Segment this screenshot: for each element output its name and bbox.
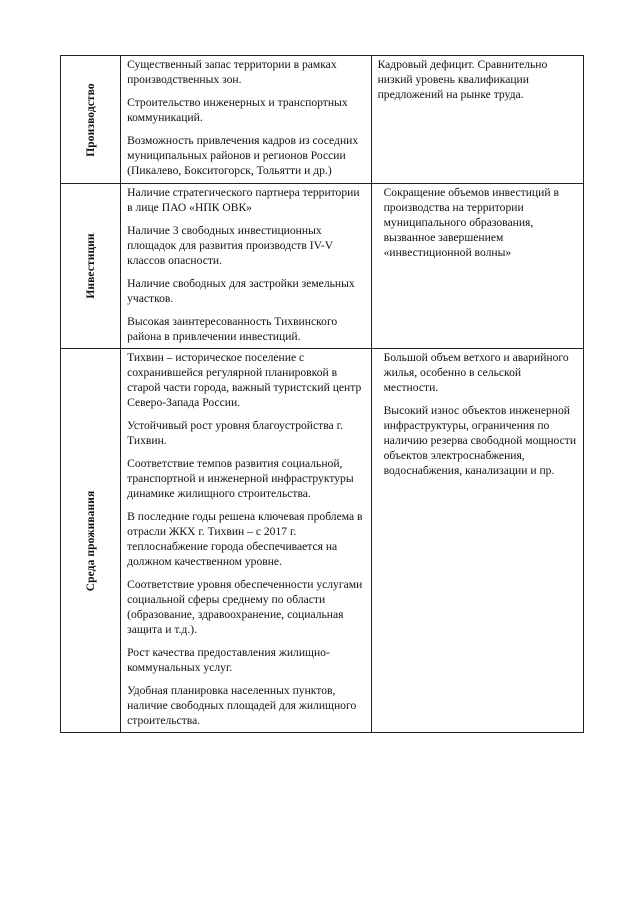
strength-item: Удобная планировка населенных пунктов, наличие свободных площадей для жилищного строительства.	[127, 684, 357, 727]
category-label: Среда проживания	[84, 490, 97, 591]
weakness-item: Большой объем ветхого и аварийного жилья, особенно в сельской местности.	[383, 351, 569, 394]
strength-item: Существенный запас территории в рамках производственных зон.	[127, 58, 337, 86]
strengths-cell-investments	[121, 184, 371, 349]
weaknesses-cell-production	[371, 56, 583, 184]
weakness-item: Высокий износ объектов инженерной инфраструктуры, ограничения по наличию резерва свободной мощности объектов электроснабжения, водоснабжения, канализации и пр.	[383, 404, 577, 477]
weaknesses-cell-investments	[371, 184, 583, 349]
strength-item: Устойчивый рост уровня благоустройства г. Тихвин.	[127, 419, 343, 447]
strength-item: Соответствие уровня обеспеченности услугами социальной сферы среднему по области (образование, здравоохранение, социальная защита и т.д.).	[127, 578, 363, 636]
category-cell-investments	[61, 184, 121, 349]
strength-item: Высокая заинтересованность Тихвинского района в привлечении инвестиций.	[127, 315, 338, 343]
weakness-item: Кадровый дефицит. Сравнительно низкий уровень квалификации предложений на рынке труда.	[377, 58, 548, 101]
strength-item: Наличие свободных для застройки земельных участков.	[127, 277, 355, 305]
category-cell-production	[61, 56, 121, 184]
strengths-cell-living-environment	[121, 349, 371, 733]
category-label: Инвестиции	[84, 233, 97, 299]
strength-item: Строительство инженерных и транспортных коммуникаций.	[127, 96, 348, 124]
category-label: Производство	[84, 82, 97, 157]
strength-item: В последние годы решена ключевая проблема в отрасли ЖКХ г. Тихвин – с 2017 г. теплоснабжение города обеспечивается на должном качественном уровне.	[127, 510, 363, 568]
strength-item: Возможность привлечения кадров из соседних муниципальных районов и регионов России (Пикалево, Бокситогорск, Тольятти и др.)	[127, 134, 359, 177]
swot-table	[60, 55, 584, 733]
strength-item: Наличие стратегического партнера территории в лице ПАО «НПК ОВК»	[127, 186, 360, 214]
strengths-cell-production	[121, 56, 371, 184]
weaknesses-cell-living-environment	[371, 349, 583, 733]
weakness-item: Сокращение объемов инвестиций в производства на территории муниципального образования, вызванное завершением «инвестиционной волны»	[383, 186, 559, 259]
strength-item: Наличие 3 свободных инвестиционных площадок для развития производств IV-V классов опасности.	[127, 224, 333, 267]
table-row-living-environment	[61, 349, 584, 733]
category-cell-living-environment	[61, 349, 121, 733]
strength-item: Тихвин – историческое поселение с сохранившейся регулярной планировкой в старой части города, важный туристский центр Северо-Запада России.	[127, 351, 362, 409]
strength-item: Рост качества предоставления жилищно-коммунальных услуг.	[127, 646, 330, 674]
strength-item: Соответствие темпов развития социальной, транспортной и инженерной инфраструктуры динамике жилищного строительства.	[127, 457, 354, 500]
table-row-investments	[61, 184, 584, 349]
table-row-production	[61, 56, 584, 184]
